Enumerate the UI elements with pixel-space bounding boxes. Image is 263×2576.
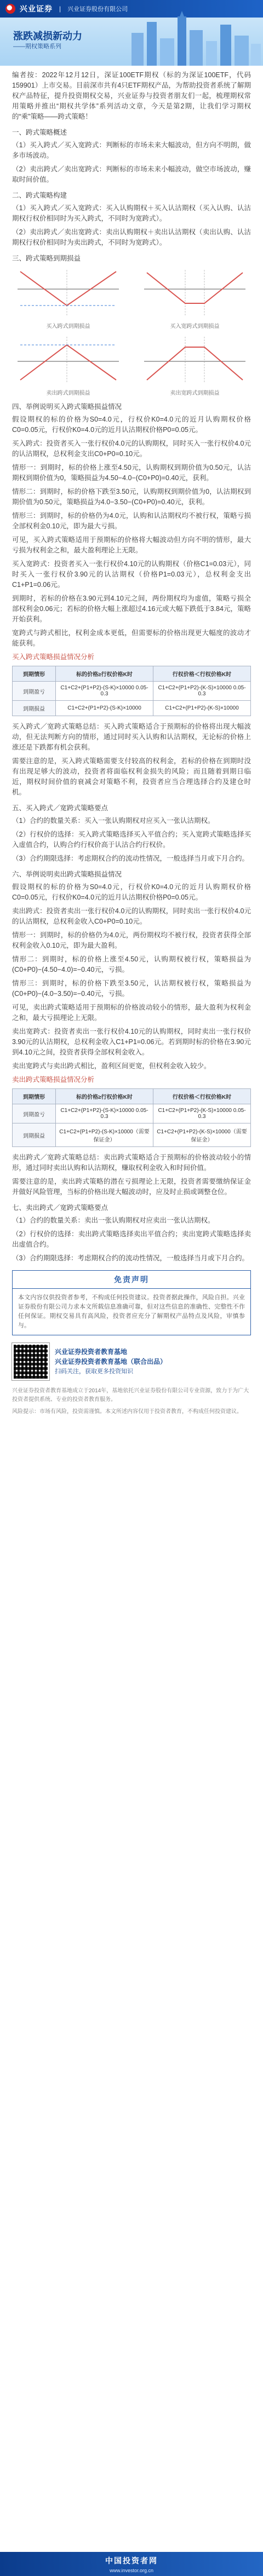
chart-caption: 卖出宽跨式到期损益	[170, 390, 220, 396]
table-cell: C1+C2+(P1+P2)-(S-K)×10000 0.05-0.3	[56, 1104, 153, 1123]
paragraph: （3）合约期限选择：考虑期权合约的流动性情况，一般选择当月或下月合约。	[12, 855, 249, 862]
paragraph: 卖出跨式：投资者卖出一张行权价4.0元的认购期权，同时卖出一张行权价4.0元的认沽期权，总权利金收入C0+P0=0.10元。	[12, 907, 251, 925]
brand-separator: |	[59, 5, 61, 13]
qr-section	[12, 1343, 251, 1380]
chart-caption: 买入跨式到期损益	[46, 324, 90, 330]
sub-brand: 兴业证券股份有限公司	[67, 6, 128, 13]
paragraph: 可见，卖出跨式策略适用于预期标的价格波动较小的情形，最大盈利为权利金之和，最大亏损理论上无限。	[12, 1004, 251, 1022]
section-heading: 四、举例说明买入跨式策略损益情况	[12, 403, 122, 411]
brand-name: 兴业证券	[20, 4, 53, 13]
qr-text	[55, 1347, 167, 1376]
skyline-illustration	[121, 11, 263, 66]
short-straddle-table	[12, 1088, 251, 1147]
payoff-chart-long-straddle	[12, 267, 124, 330]
bottom-banner[interactable]	[0, 2552, 263, 2576]
paragraph: 情形三：到期时，标的价格下跌至3.50元，认沽期权被行权，策略损益为(C0+P0)−(4.0−3.50)=−0.40元，亏损。	[12, 979, 251, 998]
paragraph: （1）合约的数量关系：卖出一张认购期权对应卖出一张认沽期权。	[12, 1217, 215, 1224]
payoff-chart-short-straddle	[12, 334, 124, 396]
paragraph: 到期时，若标的价格在3.90元到4.10元之间，两份期权均为虚值，策略亏损全部权利金0.06元；若标的价格大幅上涨超过4.16元或大幅下跌低于3.84元，策略开始获利。	[12, 595, 251, 623]
chart-caption: 买入宽跨式到期损益	[170, 324, 220, 330]
paragraph: 假设期权的标的价格为S0=4.0元，行权价K0=4.0元的近月认购期权价格C0=0.05元，行权价K0=4.0元的近月认沽期权价格P0=0.05元。	[12, 416, 251, 434]
table-cell: C1+C2+(P1+P2)-(S-K)×10000 0.05-0.3	[56, 682, 153, 701]
header-banner	[0, 0, 263, 66]
table-header: 行权价格＜行权价格K时	[153, 666, 251, 682]
table-row	[13, 1104, 251, 1123]
paragraph: 卖出宽跨式：投资者卖出一张行权价4.10元的认购期权，同时卖出一张行权价3.90元的认沽期权，总权利金收入C1+P1=0.06元。若到期时标的价格在3.90元到4.10元之间，投资者获得全部权利金收入。	[12, 1028, 251, 1056]
payoff-diagrams	[12, 267, 251, 396]
table-cell: C1+C2+(P1+P2)-(K-S)×10000（需要保证金）	[153, 1123, 251, 1147]
table-cell: 到期损益	[13, 1123, 56, 1147]
bottom-banner-title: 中国投资者网	[105, 2556, 158, 2565]
payoff-chart-short-strangle	[139, 334, 251, 396]
paragraph: 宽跨式与跨式相比，权利金成本更低，但需要标的价格出现更大幅度的波动才能获利。	[12, 629, 251, 647]
long-straddle-table	[12, 666, 251, 716]
table-row	[13, 701, 251, 716]
paragraph: 可见，买入跨式策略适用于预期标的价格将大幅波动但方向不明的情形，最大亏损为权利金之和，最大盈利理论上无限。	[12, 536, 251, 554]
table-cell: C1+C2+(P1+P2)-(S-K)×10000	[56, 701, 153, 716]
intro-paragraph: 编者按：2022年12月12日，深证100ETF期权（标的为深证100ETF，代码159901）上市交易。目前深市共有4只ETF期权产品，为帮助投资者系统了解期权产品特征，提升投资期权交易，兴业证券与投资者朋友们一起，梳理期权常用策略并推出“期权共学体”系列活动文章，今天是第2期，让我们学习期权的“乘”策略——跨式策略！	[12, 71, 251, 120]
section-heading: 七、卖出跨式／宽跨式策略要点	[12, 1204, 108, 1212]
disclaimer-body: 本文内容仅供投资者参考，不构成任何投资建议。投资者据此操作，风险自担。兴业证券股份有限公司力求本文所载信息准确可靠，但对这些信息的准确性、完整性不作任何保证。期权交易具有高风险，投资者应充分了解期权产品特点及风险，审慎参与。	[18, 1294, 245, 1329]
table-cell: C1+C2+(P1+P2)-(K-S)×10000 0.05-0.3	[153, 1104, 251, 1123]
table-cell: 到期损益	[13, 701, 56, 716]
paragraph: 情形一：到期时，标的价格上涨至4.50元，认购期权到期价值为0.50元，认沽期权到期价值为0，策略损益为4.50−4.0−(C0+P0)=0.40元，获利。	[12, 464, 251, 482]
footer-paragraph: 兴业证券投资者教育基地成立于2014年，基地依托兴业证券股份有限公司专业资源，致力于为广大投资者提供系统、专业的投资者教育服务。	[12, 1388, 249, 1403]
section-heading: 五、买入跨式／宽跨式策略要点	[12, 804, 108, 812]
table-header: 行权价格＜行权价格K时	[153, 1089, 251, 1104]
table-title: 卖出跨式策略损益情况分析	[12, 1076, 95, 1084]
table-cell: 到期盈亏	[13, 1104, 56, 1123]
chart-caption: 卖出跨式到期损益	[46, 390, 90, 396]
paragraph: （2）行权价的选择：买入跨式策略选择买入平值合约；买入宽跨式策略选择买入虚值合约，认购合约行权价高于认沽合约行权价。	[12, 831, 251, 849]
footer-paragraph: 风险提示：市场有风险，投资需谨慎。本文所述内容仅用于投资者教育，不构成任何投资建议。	[12, 1409, 242, 1415]
section-heading: 一、跨式策略概述	[12, 129, 67, 136]
banner-subtitle: ——期权策略系列	[13, 43, 61, 50]
paragraph: 买入跨式／宽跨式策略总结：买入跨式策略适合于预期标的价格将出现大幅波动，但无法判断方向的情形，通过同时买入认购和认沽期权，无论标的价格上涨还是下跌都有机会获利。	[12, 723, 251, 751]
intro-point: （1）买入跨式／买入宽跨式：买入认购期权＋买入认沽期权（买入认购、认沽期权行权价相同时为买入跨式，不同时为宽跨式）。	[12, 204, 251, 222]
qr-line: 兴业证券投资者教育基地（联合出品）	[55, 1358, 167, 1365]
table-cell: C1+C2+(P1+P2)-(K-S)×10000	[153, 701, 251, 716]
paragraph: 情形三：到期时，标的价格仍为4.0元，认购和认沽期权均不被行权，策略亏损全部权利金0.10元，即为最大亏损。	[12, 512, 251, 530]
brand-logo-icon	[5, 4, 15, 14]
bottom-banner-url: www.investor.org.cn	[109, 2567, 154, 2573]
paragraph: 买入跨式：投资者买入一张行权价4.0元的认购期权，同时买入一张行权价4.0元的认沽期权，总权利金支出C0+P0=0.10元。	[12, 440, 251, 458]
qr-code-icon[interactable]	[12, 1343, 49, 1380]
table-title: 买入跨式策略损益情况分析	[12, 653, 95, 661]
paragraph: 买入宽跨式：投资者买入一张行权价4.10元的认购期权（价格C1=0.03元），同时买入一张行权价3.90元的认沽期权（价格P1=0.03元），总权利金支出C1+P1=0.06元。	[12, 560, 251, 589]
table-header: 标的价格≥行权价格K时	[56, 666, 153, 682]
paragraph: 情形一：到期时，标的价格仍为4.0元，两份期权均不被行权，投资者获得全部权利金收入0.10元，即为最大盈利。	[12, 931, 251, 949]
paragraph: （3）合约期限选择：考虑期权合约的流动性情况，一般选择当月或下月合约。	[12, 1254, 249, 1262]
section-heading: 六、举例说明卖出跨式策略损益情况	[12, 871, 122, 878]
table-header: 到期情形	[13, 1089, 56, 1104]
paragraph: 卖出跨式／宽跨式策略总结：卖出跨式策略适合于预期标的价格波动较小的情形，通过同时卖出认购和认沽期权，赚取权利金收入和时间价值。	[12, 1154, 251, 1172]
table-row	[13, 1123, 251, 1147]
table-cell: 到期盈亏	[13, 682, 56, 701]
section-heading: 二、跨式策略构建	[12, 192, 67, 199]
paragraph: 情形二：到期时，标的价格下跌至3.50元，认购期权到期价值为0，认沽期权到期价值为0.50元，策略损益为4.0−3.50−(C0+P0)=0.40元，获利。	[12, 488, 251, 506]
payoff-chart-long-strangle	[139, 267, 251, 330]
intro-point: （2）卖出跨式／卖出宽跨式：卖出认购期权＋卖出认沽期权（卖出认购、认沽期权行权价相同时为卖出跨式，不同时为宽跨式）。	[12, 228, 251, 246]
table-cell: C1+C2+(P1+P2)-(K-S)×10000 0.05-0.3	[153, 682, 251, 701]
qr-line: 扫码关注，获取更多投资知识	[55, 1368, 133, 1375]
banner-title: 涨跌减损新动力	[13, 31, 82, 42]
paragraph: 假设期权的标的价格为S0=4.0元，行权价K0=4.0元的近月认购期权价格C0=0.05元，行权价K0=4.0元的近月认沽期权价格P0=0.05元。	[12, 883, 251, 901]
disclaimer-title: 免责声明	[13, 1271, 250, 1289]
disclaimer-box	[12, 1270, 251, 1335]
paragraph: （1）合约的数量关系：买入一张认购期权对应买入一张认沽期权。	[12, 817, 215, 825]
intro-point: （1）买入跨式／买入宽跨式：判断标的市场未来大幅波动，但方向不明朗，做多市场波动。	[12, 141, 251, 159]
paragraph: 情形二：到期时，标的价格上涨至4.50元，认购期权被行权，策略损益为(C0+P0)−(4.50−4.0)=−0.40元，亏损。	[12, 955, 251, 973]
paragraph: 需要注意的是，卖出跨式策略的潜在亏损理论上无限，投资者需要缴纳保证金并做好风险管理，当标的价格出现大幅波动时，应及时止损或调整仓位。	[12, 1178, 251, 1196]
qr-line: 兴业证券投资者教育基地	[55, 1348, 128, 1356]
paragraph: （2）行权价的选择：卖出跨式策略选择卖出平值合约；卖出宽跨式策略选择卖出虚值合约。	[12, 1230, 251, 1248]
paragraph: 卖出宽跨式与卖出跨式相比，盈利区间更宽，但权利金收入较少。	[12, 1062, 211, 1070]
table-header: 标的价格≥行权价格K时	[56, 1089, 153, 1104]
intro-point: （2）卖出跨式／卖出宽跨式：判断标的市场未来小幅波动，做空市场波动，赚取时间价值。	[12, 165, 251, 183]
footer-notes	[12, 1387, 251, 1416]
paragraph: 需要注意的是，买入跨式策略需要支付较高的权利金，若标的价格在到期时没有出现足够大的波动，投资者将面临权利金损失的风险；而且随着到期日临近，期权时间价值的衰减会对策略不利，投资者应当合理选择合约及建仓时机。	[12, 757, 251, 796]
table-header: 到期情形	[13, 666, 56, 682]
table-cell: C1+C2+(P1+P2)-(S-K)×10000（需要保证金）	[56, 1123, 153, 1147]
section-heading: 三、跨式策略到期损益	[12, 255, 81, 262]
article-content	[0, 66, 263, 1264]
table-row	[13, 682, 251, 701]
